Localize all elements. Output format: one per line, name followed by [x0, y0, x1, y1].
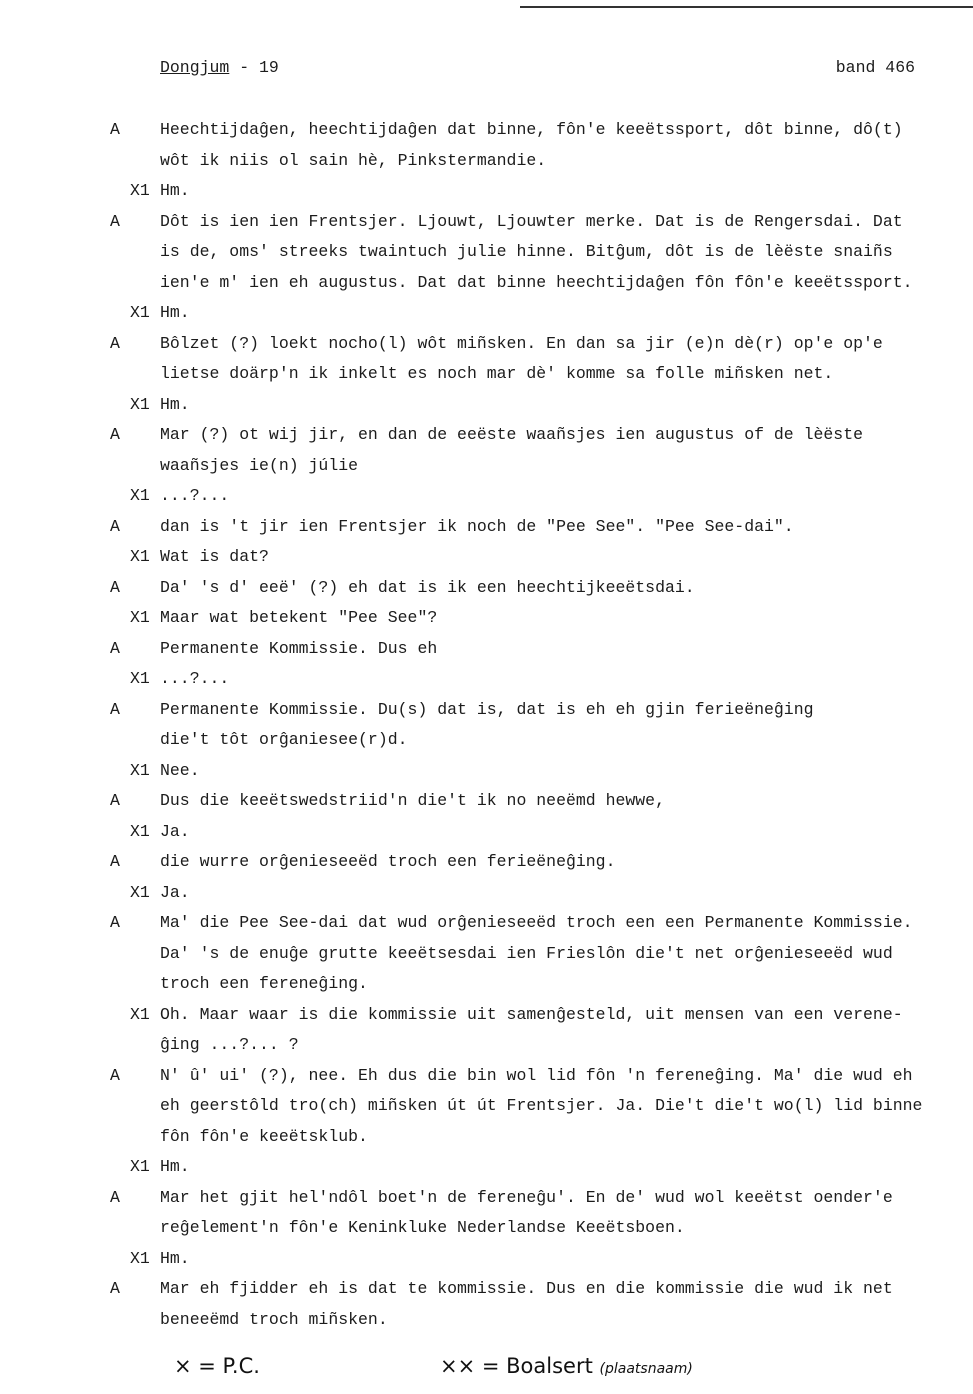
transcript-turn	[0, 664, 973, 695]
transcript-line: waañsjes ie(n) júlie	[160, 455, 359, 475]
transcript-line: Hm.	[160, 1157, 190, 1176]
transcript-turn	[0, 115, 973, 176]
turn-text	[160, 542, 940, 573]
transcript-turn	[0, 847, 973, 878]
turn-text	[160, 695, 940, 756]
transcript-line: Da' 's de enuĝe grutte keeëtsesdai ien Frieslôn die't net orĝenieseeëd wud	[160, 943, 893, 963]
turn-text	[160, 1244, 940, 1275]
transcript-line: Wat is dat?	[160, 547, 269, 566]
transcript-turn	[0, 512, 973, 543]
turn-text	[160, 847, 940, 878]
turn-text	[160, 573, 940, 604]
transcript-line: die't tôt orĝaniesee(r)d.	[160, 730, 408, 749]
transcript-turn	[0, 817, 973, 848]
transcript-turn	[0, 603, 973, 634]
transcript-turn	[0, 1061, 973, 1153]
transcript-line: Nee.	[160, 760, 200, 780]
speaker-label: X1	[130, 608, 150, 627]
footnote-boalsert	[440, 1354, 693, 1378]
turn-text	[160, 298, 940, 329]
turn-text	[160, 878, 940, 909]
speaker-label: A	[110, 425, 120, 444]
speaker-label: A	[110, 577, 120, 597]
turn-text	[160, 512, 940, 543]
transcript-turn	[0, 1183, 973, 1244]
transcript-line: Da' 's d' eeë' (?) eh dat is ik een heechtijkeeëtsdai.	[160, 577, 695, 597]
transcript-turn	[0, 420, 973, 481]
transcript-line: is de, oms' streeks twaintuch julie hinne. Bitĝum, dôt is de lèëste snaiñs	[160, 242, 893, 261]
footnote-boalsert-paren: (plaatsnaam)	[599, 1361, 693, 1377]
turn-text	[160, 817, 940, 848]
page-number: 19	[259, 58, 279, 77]
footnote-pc: × = P.C.	[174, 1354, 260, 1378]
transcript-line: Mar eh fjidder eh is dat te kommissie. Dus en die kommissie die wud ik net	[160, 1279, 893, 1298]
transcript-turn	[0, 1244, 973, 1275]
turn-text	[160, 664, 940, 695]
header-left	[160, 58, 279, 77]
turn-text	[160, 1183, 940, 1244]
turn-text	[160, 1061, 940, 1153]
speaker-label: X1	[130, 303, 150, 322]
speaker-label: X1	[130, 486, 150, 505]
transcript-turn	[0, 634, 973, 665]
speaker-label: A	[110, 913, 120, 932]
transcript-line: beneeëmd troch miñsken.	[160, 1309, 388, 1329]
transcript-line: ĝing ...?... ?	[160, 1035, 299, 1054]
transcript-turn	[0, 542, 973, 573]
transcript-turn	[0, 207, 973, 299]
transcript-line: fôn fôn'e keeëtsklub.	[160, 1126, 368, 1146]
speaker-label: A	[110, 211, 120, 231]
transcript-turn	[0, 1152, 973, 1183]
transcript-line: eh geerstôld tro(ch) miñsken út út Frentsjer. Ja. Die't die't wo(l) lid binne	[160, 1096, 923, 1115]
speaker-label: X1	[130, 394, 150, 414]
speaker-label: A	[110, 120, 120, 139]
speaker-label: X1	[130, 821, 150, 841]
transcript-line: Mar (?) ot wij jir, en dan de eeëste waañsjes ien augustus of de lèëste	[160, 425, 864, 444]
transcript-line: die wurre orĝenieseeëd troch een ferieëneĝing.	[160, 852, 616, 871]
turn-text	[160, 634, 940, 665]
turn-text	[160, 115, 940, 176]
transcript-turn	[0, 786, 973, 817]
place-name: Dongjum	[160, 58, 230, 77]
transcript-turn	[0, 176, 973, 207]
turn-text	[160, 420, 940, 481]
speaker-label: X1	[130, 1004, 150, 1024]
speaker-label: X1	[130, 760, 150, 780]
transcript-line: Hm.	[160, 303, 190, 322]
turn-text	[160, 786, 940, 817]
transcript-line: Ja.	[160, 821, 190, 841]
speaker-label: X1	[130, 181, 150, 200]
transcript-turn	[0, 908, 973, 1000]
speaker-label: A	[110, 699, 120, 719]
transcript-turn	[0, 573, 973, 604]
transcript-line: Hm.	[160, 181, 190, 200]
speaker-label: A	[110, 791, 120, 810]
transcript-line: Ja.	[160, 882, 190, 902]
transcript-line: Maar wat betekent "Pee See"?	[160, 608, 438, 627]
turn-text	[160, 1274, 940, 1335]
speaker-label: A	[110, 1187, 120, 1207]
transcript	[0, 115, 973, 1335]
transcript-line: dan is 't jir ien Frentsjer ik noch de "Pee See". "Pee See-dai".	[160, 516, 794, 536]
speaker-label: A	[110, 516, 120, 536]
transcript-line: wôt ik niis ol sain hè, Pinkstermandie.	[160, 150, 547, 170]
turn-text	[160, 481, 940, 512]
transcript-line: Permanente Kommissie. Dus eh	[160, 638, 438, 658]
transcript-line: Dus die keeëtswedstriid'n die't ik no neeëmd hewwe,	[160, 791, 665, 810]
transcript-turn	[0, 695, 973, 756]
transcript-line: Mar het gjit hel'ndôl boet'n de fereneĝu'. En de' wud wol keeëtst oender'e	[160, 1187, 893, 1207]
turn-text	[160, 756, 940, 787]
transcript-line: Hm.	[160, 1248, 190, 1268]
transcript-line: ien'e m' ien eh augustus. Dat dat binne heechtijdaĝen fôn fôn'e keeëtssport.	[160, 272, 913, 292]
speaker-label: A	[110, 852, 120, 871]
speaker-label: X1	[130, 669, 150, 688]
transcript-line: N' û' ui' (?), nee. Eh dus die bin wol lid fôn 'n fereneĝing. Ma' die wud eh	[160, 1065, 913, 1085]
top-rule	[520, 6, 973, 8]
transcript-line: Hm.	[160, 394, 190, 414]
turn-text	[160, 1152, 940, 1183]
turn-text	[160, 1000, 940, 1061]
speaker-label: X1	[130, 547, 150, 566]
transcript-turn	[0, 481, 973, 512]
page-separator: -	[229, 58, 260, 77]
transcript-line: ...?...	[160, 486, 230, 505]
speaker-label: A	[110, 638, 120, 658]
footnote-boalsert-text: ×× = Boalsert	[440, 1354, 593, 1378]
transcript-line: Dôt is ien ien Frentsjer. Ljouwt, Ljouwter merke. Dat is de Rengersdai. Dat	[160, 211, 903, 231]
speaker-label: A	[110, 1065, 120, 1085]
speaker-label: X1	[130, 1248, 150, 1268]
transcript-line: ...?...	[160, 669, 230, 688]
turn-text	[160, 908, 940, 1000]
transcript-line: Oh. Maar waar is die kommissie uit samenĝesteld, uit mensen van een verene-	[160, 1004, 903, 1024]
turn-text	[160, 390, 940, 421]
speaker-label: A	[110, 333, 120, 353]
transcript-turn	[0, 329, 973, 390]
transcript-line: Heechtijdaĝen, heechtijdaĝen dat binne, fôn'e keeëtssport, dôt binne, dô(t)	[160, 120, 903, 139]
transcript-line: Bôlzet (?) loekt nocho(l) wôt miñsken. En dan sa jir (e)n dè(r) op'e op'e	[160, 333, 883, 353]
transcript-line: Ma' die Pee See-dai dat wud orĝenieseeëd troch een een Permanente Kommissie.	[160, 913, 913, 932]
speaker-label: A	[110, 1279, 120, 1298]
turn-text	[160, 176, 940, 207]
transcript-turn	[0, 298, 973, 329]
band-label: band 466	[835, 58, 915, 77]
page-header	[160, 58, 915, 82]
transcript-line: reĝelement'n fôn'e Keninkluke Nederlandse Keeëtsboen.	[160, 1218, 685, 1237]
transcript-line: lietse doärp'n ik inkelt es noch mar dè' komme sa folle miñsken net.	[160, 364, 834, 383]
transcript-line: troch een fereneĝing.	[160, 974, 368, 993]
transcript-turn	[0, 1274, 973, 1335]
turn-text	[160, 329, 940, 390]
speaker-label: X1	[130, 882, 150, 902]
handwritten-footnotes	[0, 1354, 973, 1388]
transcript-turn	[0, 1000, 973, 1061]
transcript-turn	[0, 756, 973, 787]
transcript-line: Permanente Kommissie. Du(s) dat is, dat is eh eh gjin ferieëneĝing	[160, 699, 814, 719]
speaker-label: X1	[130, 1157, 150, 1176]
turn-text	[160, 207, 940, 299]
transcript-turn	[0, 390, 973, 421]
transcript-turn	[0, 878, 973, 909]
turn-text	[160, 603, 940, 634]
